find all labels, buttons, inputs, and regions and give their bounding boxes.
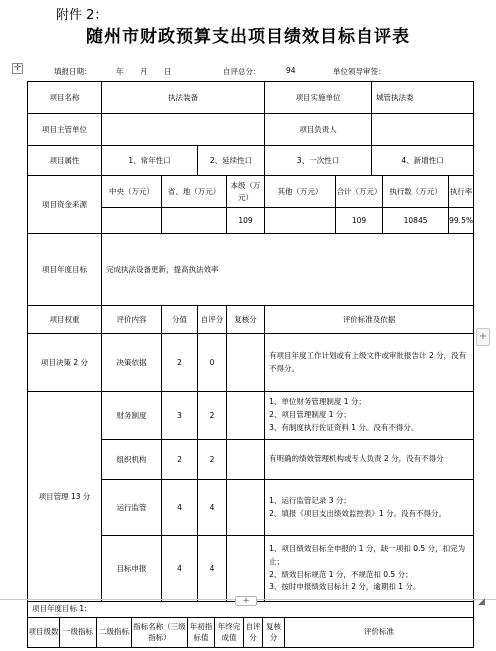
table-row — [28, 82, 474, 114]
project-unit-label: 项目实施单位 — [265, 82, 372, 114]
funding-header-central: 中央（万元） — [102, 176, 162, 208]
table-row — [28, 334, 474, 392]
operation-score: 4 — [162, 480, 198, 536]
operation-review-score[interactable] — [227, 480, 265, 536]
attribute-option-1[interactable]: 1、常年性口 — [102, 146, 198, 176]
funding-total-value[interactable]: 109 — [336, 208, 383, 234]
criteria-line: 1、单位财务管理制度 1 分； — [269, 397, 366, 407]
operation-content: 运行监管 — [102, 480, 162, 536]
funding-source-label: 项目资金来源 — [28, 176, 102, 234]
funding-header-executed: 执行数（万元） — [383, 176, 449, 208]
indicator-header-review: 复核分 — [263, 618, 285, 648]
organization-self-score[interactable]: 2 — [198, 440, 227, 480]
decision-self-score[interactable]: 0 — [198, 334, 227, 392]
page-title: 随州市财政预算支出项目绩效目标自评表 — [86, 27, 410, 47]
attachment-label: 附件 2： — [56, 8, 108, 23]
decision-weight: 项目决策 2 分 — [28, 334, 102, 392]
table-row — [28, 618, 474, 648]
table-row — [28, 234, 474, 306]
funding-other-value[interactable] — [265, 208, 336, 234]
funding-header-rate: 执行率 — [449, 176, 474, 208]
eval-header-criteria: 评价标准及依据 — [265, 306, 474, 334]
funding-header-local: 本级（万元） — [227, 176, 265, 208]
criteria-line: 2、填报《项目支出绩效监控表》1 分。没有不得分。 — [269, 508, 446, 518]
funding-header-other: 其他（万元） — [265, 176, 336, 208]
eval-header-review: 复核分 — [227, 306, 265, 334]
fill-date-month: 月 — [140, 67, 148, 76]
operation-self-score[interactable]: 4 — [198, 480, 227, 536]
indicator-header-final: 年终完成值 — [215, 618, 244, 648]
target-review-score[interactable] — [227, 536, 265, 602]
table-row — [28, 146, 474, 176]
indicator-header-self: 自评分 — [244, 618, 263, 648]
leader-label: 项目负责人 — [265, 114, 372, 146]
management-weight: 项目管理 13 分 — [28, 392, 102, 602]
target-content: 目标申报 — [102, 536, 162, 602]
attribute-option-3[interactable]: 3、一次性口 — [265, 146, 372, 176]
organization-criteria — [265, 440, 474, 480]
criteria-line: 3、按时申报绩效目标计 2 分，逾期扣 1 分。 — [269, 582, 421, 592]
add-column-plus-icon[interactable]: + — [476, 328, 490, 346]
project-name-value[interactable]: 执法装备 — [102, 82, 265, 114]
leader-signature-label: 单位领导审签： — [333, 67, 386, 76]
finance-content: 财务制度 — [102, 392, 162, 440]
annual-goal-value[interactable]: 完成执法设备更新，提高执法效率 — [102, 234, 474, 306]
target-criteria — [265, 536, 474, 602]
table-row — [28, 392, 474, 440]
eval-header-self: 自评分 — [198, 306, 227, 334]
indicator-annual-goal-label: 项目年度目标 1: — [28, 602, 474, 618]
target-self-score[interactable]: 4 — [198, 536, 227, 602]
eval-header-content: 评价内容 — [102, 306, 162, 334]
project-name-label: 项目名称 — [28, 82, 102, 114]
table-resize-handle-icon[interactable]: ◢ — [478, 597, 485, 607]
organization-score: 2 — [162, 440, 198, 480]
decision-review-score[interactable] — [227, 334, 265, 392]
funding-header-province: 省、地（万元） — [162, 176, 227, 208]
criteria-line: 2、绩效目标规范 1 分，不规范扣 0.5 分； — [269, 569, 413, 579]
organization-review-score[interactable] — [227, 440, 265, 480]
attribute-option-2[interactable]: 2、延续性口 — [198, 146, 265, 176]
indicator-header-level: 项目级数 — [28, 618, 60, 648]
decision-criteria: 有项目年度工作计划或有上级文件或审批报告计 2 分，没有不得分。 — [265, 334, 474, 392]
add-row-plus-icon[interactable]: + — [235, 596, 257, 606]
indicator-header-criteria: 评价标准 — [285, 618, 474, 648]
table-row — [28, 114, 474, 146]
decision-score: 2 — [162, 334, 198, 392]
eval-header-score: 分值 — [162, 306, 198, 334]
funding-header-total: 合计（万元） — [336, 176, 383, 208]
authority-value[interactable] — [102, 114, 265, 146]
criteria-line: 有明确的绩效管理机构或专人负责 2 分，没有不得分 — [269, 454, 444, 464]
fill-date-year: 年 — [116, 67, 124, 76]
indicator-header-second: 二级指标 — [97, 618, 132, 648]
organization-content: 组织机构 — [102, 440, 162, 480]
finance-self-score[interactable]: 2 — [198, 392, 227, 440]
target-score: 4 — [162, 536, 198, 602]
funding-executed-value[interactable]: 10845 — [383, 208, 449, 234]
table-row — [28, 176, 474, 208]
finance-criteria — [265, 392, 474, 440]
attribute-option-4[interactable]: 4、新增性口 — [372, 146, 474, 176]
self-score-label: 自评总分： — [223, 67, 261, 76]
project-unit-value[interactable]: 城管执法委 — [372, 82, 474, 114]
leader-value[interactable] — [372, 114, 474, 146]
fill-date-day: 日 — [164, 67, 172, 76]
funding-province-value[interactable] — [162, 208, 227, 234]
self-score-value: 94 — [286, 66, 296, 75]
finance-score: 3 — [162, 392, 198, 440]
funding-local-value[interactable]: 109 — [227, 208, 265, 234]
criteria-line: 2、项目管理制度 1 分； — [269, 410, 351, 420]
criteria-line: 1、项目绩效目标全申报的 1 分，缺一项扣 0.5 分，扣完为止； — [269, 544, 466, 566]
authority-label: 项目主管单位 — [28, 114, 102, 146]
indicator-header-name: 指标名称（三级指标） — [132, 618, 188, 648]
fill-date-label: 填报日期： — [54, 67, 92, 76]
finance-review-score[interactable] — [227, 392, 265, 440]
evaluation-table — [27, 81, 474, 602]
operation-criteria — [265, 480, 474, 536]
funding-rate-value[interactable]: 99.5% — [449, 208, 474, 234]
attribute-label: 项目属性 — [28, 146, 102, 176]
annual-goal-label: 项目年度目标 — [28, 234, 102, 306]
indicator-table — [27, 601, 474, 648]
eval-header-weight: 项目权重 — [28, 306, 102, 334]
table-move-handle-icon[interactable]: ✛ — [13, 63, 22, 73]
criteria-line: 1、运行监管记录 3 分； — [269, 495, 351, 505]
funding-central-value[interactable] — [102, 208, 162, 234]
decision-content: 决策依据 — [102, 334, 162, 392]
indicator-header-first: 一级指标 — [60, 618, 97, 648]
indicator-header-initial: 年初指标值 — [188, 618, 215, 648]
criteria-line: 3、有制度执行佐证资料 1 分。没有不得分。 — [269, 422, 419, 432]
table-row — [28, 306, 474, 334]
